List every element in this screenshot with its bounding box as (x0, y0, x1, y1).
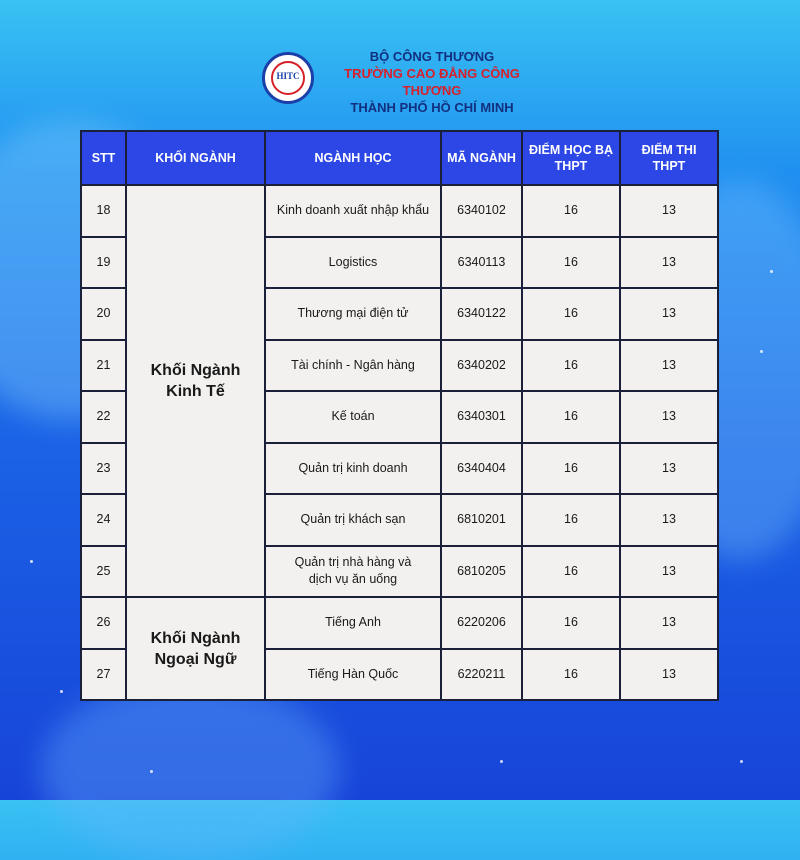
city-name: THÀNH PHỐ HỒ CHÍ MINH (350, 100, 514, 115)
cell-major: Kinh doanh xuất nhập khẩu (265, 185, 441, 237)
school-name: TRƯỜNG CAO ĐẲNG CÔNG THƯƠNG (344, 66, 520, 98)
cell-stt: 18 (81, 185, 126, 237)
cell-code: 6340202 (441, 340, 522, 392)
sparkle (770, 270, 773, 273)
admission-score-table (80, 130, 719, 701)
col-header-group: KHỐI NGÀNH (126, 131, 265, 185)
cell-hocba: 16 (522, 340, 620, 392)
cell-hocba: 16 (522, 237, 620, 289)
table-row (81, 185, 718, 237)
cell-stt: 21 (81, 340, 126, 392)
col-header-hocba-score: ĐIỂM HỌC BẠ THPT (522, 131, 620, 185)
cell-hocba: 16 (522, 443, 620, 495)
cell-exam: 13 (620, 494, 718, 546)
cell-exam: 13 (620, 391, 718, 443)
cell-hocba: 16 (522, 288, 620, 340)
table-row (81, 597, 718, 649)
col-header-stt: STT (81, 131, 126, 185)
cell-major: Tài chính - Ngân hàng (265, 340, 441, 392)
cell-major: Kế toán (265, 391, 441, 443)
group-economics (126, 185, 265, 597)
cell-code: 6340301 (441, 391, 522, 443)
cell-exam: 13 (620, 340, 718, 392)
cell-exam: 13 (620, 443, 718, 495)
sparkle (60, 690, 63, 693)
sparkle (30, 560, 33, 563)
cell-hocba: 16 (522, 546, 620, 598)
cell-hocba: 16 (522, 494, 620, 546)
cell-major: Tiếng Hàn Quốc (265, 649, 441, 701)
cell-stt: 19 (81, 237, 126, 289)
col-header-major: NGÀNH HỌC (265, 131, 441, 185)
cell-code: 6340113 (441, 237, 522, 289)
cell-major: Quản trị kinh doanh (265, 443, 441, 495)
cell-stt: 26 (81, 597, 126, 649)
cell-hocba: 16 (522, 597, 620, 649)
background-blur-shape (40, 680, 340, 860)
cell-exam: 13 (620, 546, 718, 598)
school-logo (262, 52, 314, 104)
cell-code: 6340102 (441, 185, 522, 237)
group-label: Khối Ngành Ngoại Ngữ (150, 629, 241, 668)
cell-major: Quản trị khách sạn (265, 494, 441, 546)
cell-stt: 23 (81, 443, 126, 495)
ministry-name: BỘ CÔNG THƯƠNG (369, 49, 495, 64)
cell-stt: 22 (81, 391, 126, 443)
cell-stt: 24 (81, 494, 126, 546)
cell-stt: 25 (81, 546, 126, 598)
sparkle (500, 760, 503, 763)
cell-code: 6340122 (441, 288, 522, 340)
sparkle (760, 350, 763, 353)
cell-code: 6810201 (441, 494, 522, 546)
page-header (0, 48, 800, 115)
cell-exam: 13 (620, 649, 718, 701)
group-label: Khối Ngành Kinh Tế (150, 361, 241, 400)
group-foreign-languages (126, 597, 265, 700)
cell-hocba: 16 (522, 391, 620, 443)
cell-hocba: 16 (522, 649, 620, 701)
cell-exam: 13 (620, 288, 718, 340)
cell-code: 6810205 (441, 546, 522, 598)
cell-major: Logistics (265, 237, 441, 289)
cell-exam: 13 (620, 597, 718, 649)
cell-stt: 20 (81, 288, 126, 340)
col-header-exam-score: ĐIỂM THI THPT (620, 131, 718, 185)
sparkle (740, 760, 743, 763)
cell-major (265, 546, 441, 598)
cell-exam: 13 (620, 237, 718, 289)
sparkle (150, 770, 153, 773)
school-title (322, 48, 542, 116)
cell-major: Tiếng Anh (265, 597, 441, 649)
cell-major-text: Quản trị nhà hàng và dịch vụ ăn uống (294, 555, 412, 587)
cell-major: Thương mại điện tử (265, 288, 441, 340)
cell-exam: 13 (620, 185, 718, 237)
cell-code: 6220206 (441, 597, 522, 649)
cell-code: 6340404 (441, 443, 522, 495)
table-header-row (81, 131, 718, 185)
cell-hocba: 16 (522, 185, 620, 237)
logo-text: HITC (276, 71, 300, 81)
cell-code: 6220211 (441, 649, 522, 701)
col-header-code: MÃ NGÀNH (441, 131, 522, 185)
cell-stt: 27 (81, 649, 126, 701)
